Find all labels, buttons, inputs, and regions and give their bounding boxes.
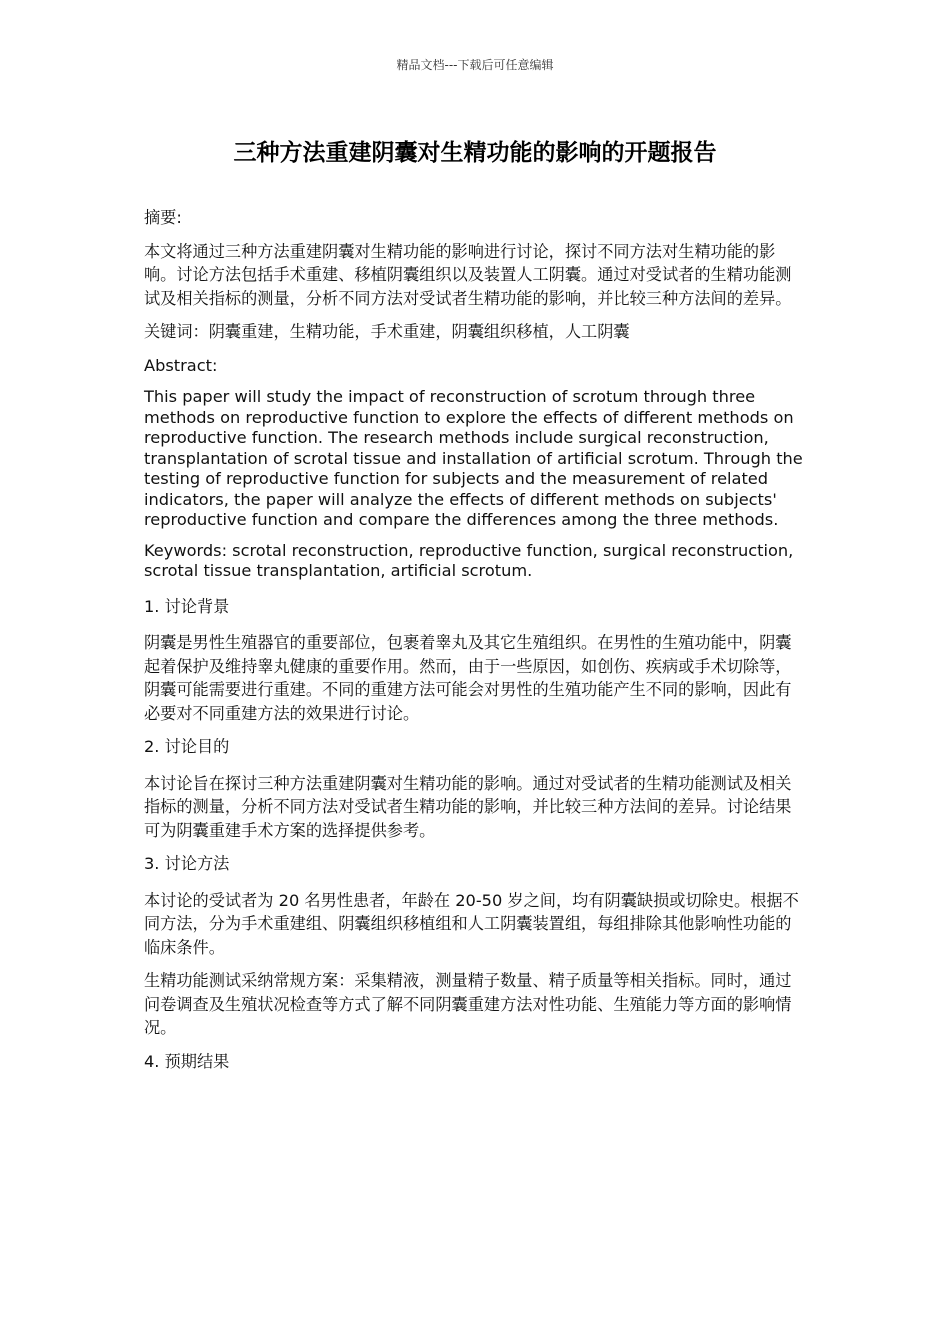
keywords-cn: 关键词：阴囊重建，生精功能，手术重建，阴囊组织移植，人工阴囊	[144, 322, 630, 341]
keywords-en: Keywords: scrotal reconstruction, reproductive function, surgical reconstruction, scrotal tissue transplantation, artificial scrotum.	[144, 540, 794, 580]
abstract-cn-body: 本文将通过三种方法重建阴囊对生精功能的影响进行讨论，探讨不同方法对生精功能的影响。讨论方法包括手术重建、移植阴囊组织以及装置人工阴囊。通过对受试者的生精功能测试及相关指标的测量，分析不同方法对受试者生精功能的影响，并比较三种方法间的差异。	[144, 241, 792, 308]
section-4-heading: 4. 预期结果	[144, 1051, 230, 1071]
abstract-en-body: This paper will study the impact of reconstruction of scrotum through three methods on reproductive function to explore the effects of different methods on reproductive function. The research methods include surgical reconstruction, transplantation of scrotal tissue and installation of artificial scrotum. Through the testing of reproductive function for subjects and the measurement of related indicators, the paper will analyze the effects of different methods on subjects' reproductive function and compare the differences among the three methods.	[144, 387, 803, 529]
section-3-body-2: 生精功能测试采纳常规方案：采集精液，测量精子数量、精子质量等相关指标。同时，通过问卷调查及生殖状况检查等方式了解不同阴囊重建方法对性功能、生殖能力等方面的影响情况。	[144, 971, 792, 1037]
section-2-heading: 2. 讨论目的	[144, 737, 230, 756]
header-note: 精品文档---下载后可任意编辑	[396, 58, 554, 72]
section-3-body-1: 本讨论的受试者为 20 名男性患者，年龄在 20-50 岁之间，均有阴囊缺损或切除史。根据不同方法，分为手术重建组、阴囊组织移植组和人工阴囊装置组，每组排除其他影响性功能的临床条件。	[144, 890, 799, 957]
document-body	[144, 206, 804, 1086]
section-2-body: 本讨论旨在探讨三种方法重建阴囊对生精功能的影响。通过对受试者的生精功能测试及相关指标的测量，分析不同方法对受试者生精功能的影响，并比较三种方法间的差异。讨论结果可为阴囊重建手术方案的选择提供参考。	[144, 773, 792, 840]
section-1-body: 阴囊是男性生殖器官的重要部位，包裹着睾丸及其它生殖组织。在男性的生殖功能中，阴囊起着保护及维持睾丸健康的重要作用。然而，由于一些原因，如创伤、疾病或手术切除等，阴囊可能需要进行重建。不同的重建方法可能会对男性的生殖功能产生不同的影响，因此有必要对不同重建方法的效果进行讨论。	[144, 633, 792, 723]
section-3-heading: 3. 讨论方法	[144, 854, 230, 873]
section-1-heading: 1. 讨论背景	[144, 596, 230, 616]
abstract-cn-label: 摘要:	[144, 208, 182, 227]
abstract-en-label: Abstract:	[144, 355, 218, 375]
document-title: 三种方法重建阴囊对生精功能的影响的开题报告	[233, 140, 717, 166]
